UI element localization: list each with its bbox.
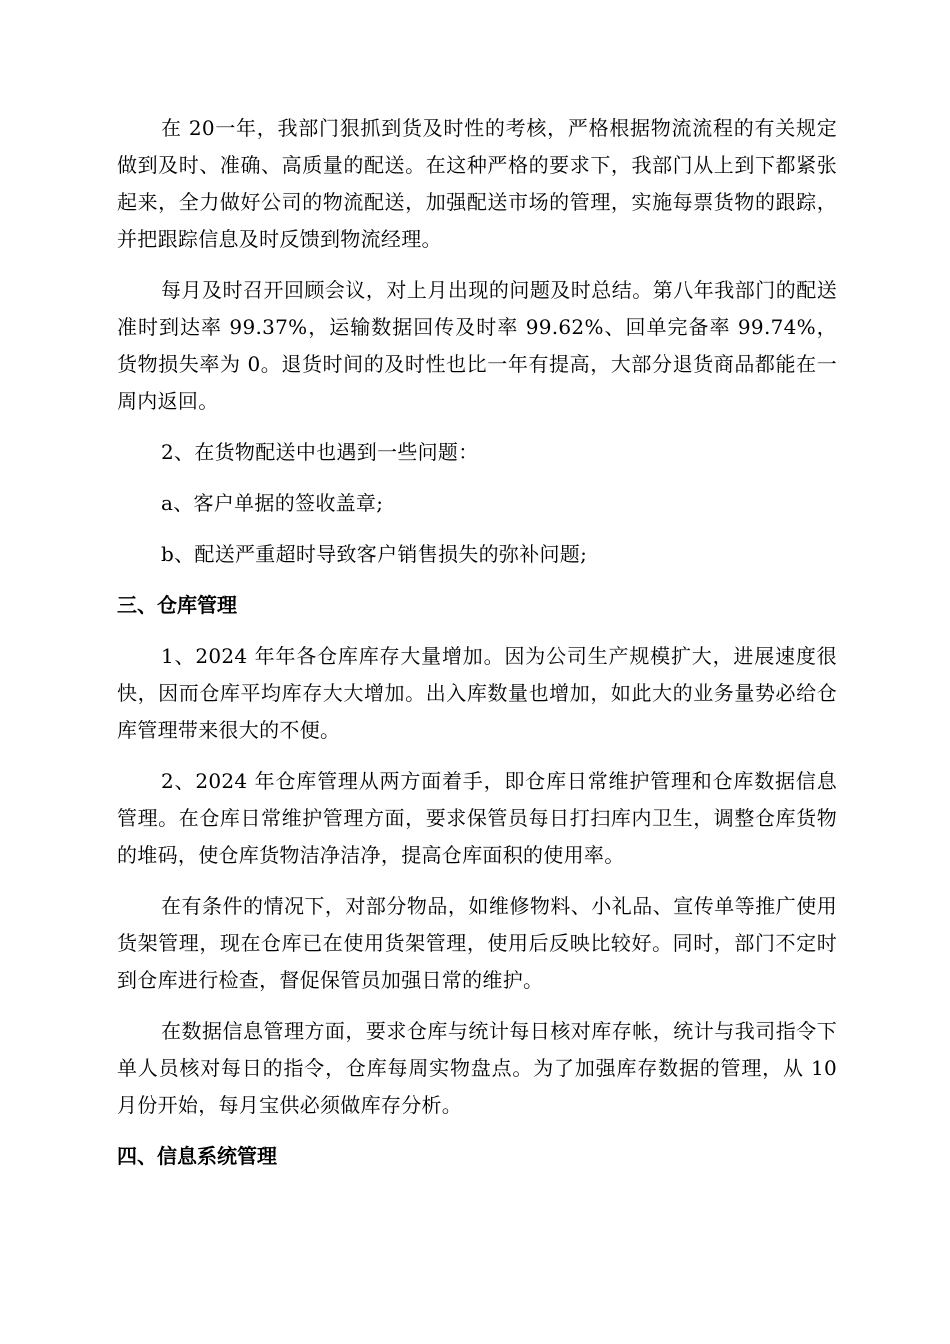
paragraph-monthly-review: 每月及时召开回顾会议，对上月出现的问题及时总结。第八年我部门的配送准时到达率 99.37%，运输数据回传及时率 99.62%、回单完备率 99.74%，货物损失率为 0。退货时间的及时性也比一年有提高，大部分退货商品都能在一周内返回。: [117, 278, 837, 413]
paragraph-delivery-timeliness: 在 20一年，我部门狠抓到货及时性的考核，严格根据物流流程的有关规定做到及时、准确、高质量的配送。在这种严格的要求下，我部门从上到下都紧张起来，全力做好公司的物流配送，加强配送市场的管理，实施每票货物的跟踪，并把跟踪信息及时反馈到物流经理。: [117, 116, 837, 251]
list-item-problem-b: b、配送严重超时导致客户销售损失的弥补问题;: [161, 542, 588, 566]
section-heading-info-system: 四、信息系统管理: [117, 1144, 277, 1168]
paragraph-shelf-management: 在有条件的情况下，对部分物品，如维修物料、小礼品、宣传单等推广使用货架管理，现在仓库已在使用货架管理，使用后反映比较好。同时，部门不定时到仓库进行检查，督促保管员加强日常的维护。: [117, 894, 837, 992]
paragraph-warehouse-inventory: 1、2024 年年各仓库库存大量增加。因为公司生产规模扩大，进展速度很快，因而仓库平均库存大大增加。出入库数量也增加，如此大的业务量势必给仓库管理带来很大的不便。: [117, 644, 837, 742]
paragraph-warehouse-management: 2、2024 年仓库管理从两方面着手，即仓库日常维护管理和仓库数据信息管理。在仓库日常维护管理方面，要求保管员每日打扫库内卫生，调整仓库货物的堆码，使仓库货物洁净洁净，提高仓库面积的使用率。: [117, 769, 837, 867]
paragraph-data-management: 在数据信息管理方面，要求仓库与统计每日核对库存帐，统计与我司指令下单人员核对每日的指令，仓库每周实物盘点。为了加强库存数据的管理，从 10 月份开始，每月宝供必须做库存分析。: [117, 1019, 837, 1117]
section-heading-warehouse: 三、仓库管理: [117, 593, 237, 617]
list-item-problem-a: a、客户单据的签收盖章;: [161, 491, 384, 515]
paragraph-delivery-problems: 2、在货物配送中也遇到一些问题：: [161, 440, 479, 464]
document-body: [117, 110, 837, 1189]
